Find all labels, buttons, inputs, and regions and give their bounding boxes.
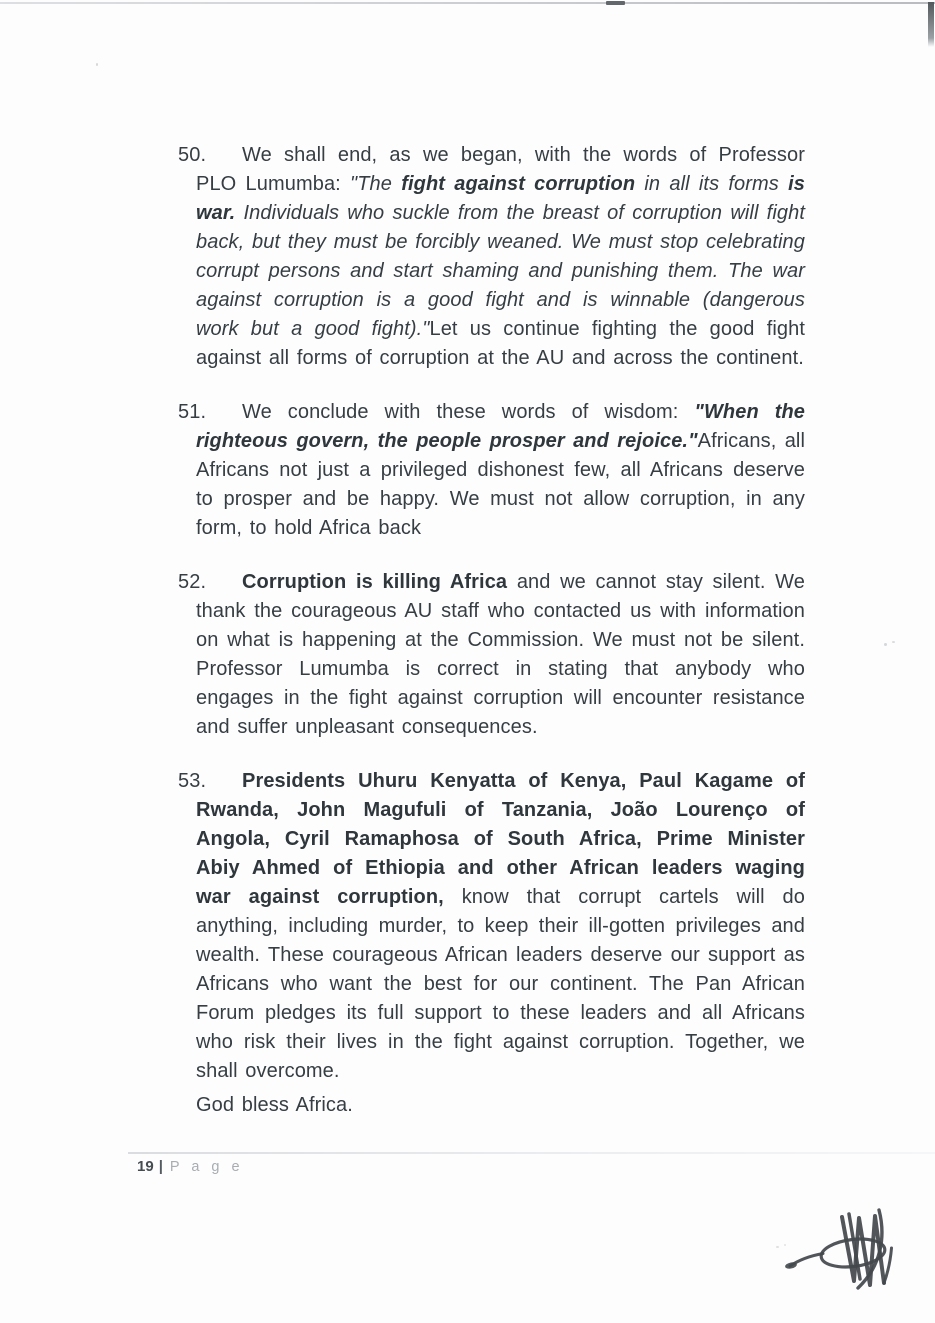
text-segment: Corruption is killing Africa bbox=[242, 571, 517, 593]
footer-separator: | bbox=[158, 1158, 163, 1175]
text-segment: Presidents Uhuru Kenyatta of Kenya, Paul Kagame of Rwanda, John Magufuli of Tanzania, João Lourenço of Angola, Cyril Ramaphosa of South Africa, Prime Minister Abiy Ahmed of Ethiopia and other African leaders waging war against corruption, bbox=[196, 770, 805, 908]
paragraph-number: 53. bbox=[178, 770, 207, 792]
scan-artifact-dark-dash bbox=[606, 1, 625, 5]
paragraph-53 bbox=[0, 767, 935, 1086]
text-segment: is war. bbox=[196, 173, 805, 224]
text-segment: and we cannot stay silent. We thank the courageous AU staff who contacted us with information on what is happening at the Commission. We must not be silent. Professor Lumumba is correct in stating that anybody who engages in the fight against corruption will encounter resistance and suffer unpleasant consequences. bbox=[196, 571, 805, 738]
page-footer bbox=[137, 1158, 244, 1175]
closing-line bbox=[0, 1091, 935, 1120]
text-segment: We conclude with these words of wisdom: bbox=[242, 401, 695, 423]
paragraph-51 bbox=[0, 398, 935, 543]
text-segment: in all its forms bbox=[635, 173, 789, 195]
text-segment: Africans, all Africans not just a privileged dishonest few, all Africans deserve to prosper and be happy. We must not allow corruption, in any form, to hold Africa back bbox=[196, 430, 806, 539]
paragraph-number: 51. bbox=[178, 401, 207, 423]
paragraph-50 bbox=[0, 141, 935, 373]
text-segment: Let us continue fighting the good fight against all forms of corruption at the AU and across the continent. bbox=[196, 318, 805, 369]
paragraph-number: 50. bbox=[178, 144, 207, 166]
scan-artifact-corner-mark bbox=[928, 2, 934, 47]
text-segment: "The bbox=[350, 173, 402, 195]
paragraph-list bbox=[0, 141, 935, 1120]
text-segment: God bless Africa. bbox=[196, 1094, 353, 1116]
text-segment: Individuals who suckle from the breast of corruption will fight back, but they must be forcibly weaned. We must stop celebrating corrupt persons and start shaming and punishing them. The war against corruption is a good fight and is winnable (dangerous work but a good fight)." bbox=[196, 202, 805, 340]
text-segment: fight against corruption bbox=[401, 173, 636, 195]
footer-rule bbox=[128, 1152, 935, 1154]
text-segment: know that corrupt cartels will do anything, including murder, to keep their ill-gotten privileges and wealth. These courageous African leaders deserve our support as Africans who want the best for our continent. The Pan African Forum pledges its full support to these leaders and all Africans who risk their lives in the fight against corruption. Together, we shall overcome. bbox=[196, 886, 805, 1082]
paragraph-52 bbox=[0, 568, 935, 742]
page-number: 19 bbox=[137, 1158, 154, 1175]
paragraph-number: 52. bbox=[178, 571, 207, 593]
signature-scribble-icon bbox=[757, 1190, 934, 1302]
document-body bbox=[0, 141, 935, 1145]
scan-artifact-top-edge-line bbox=[0, 2, 935, 4]
text-segment: We shall end, as we began, with the words of Professor PLO Lumumba: bbox=[196, 144, 805, 195]
text-segment: "When the righteous govern, the people prosper and rejoice." bbox=[196, 401, 806, 452]
scan-speck bbox=[96, 63, 98, 66]
footer-page-word: P a g e bbox=[169, 1159, 244, 1175]
